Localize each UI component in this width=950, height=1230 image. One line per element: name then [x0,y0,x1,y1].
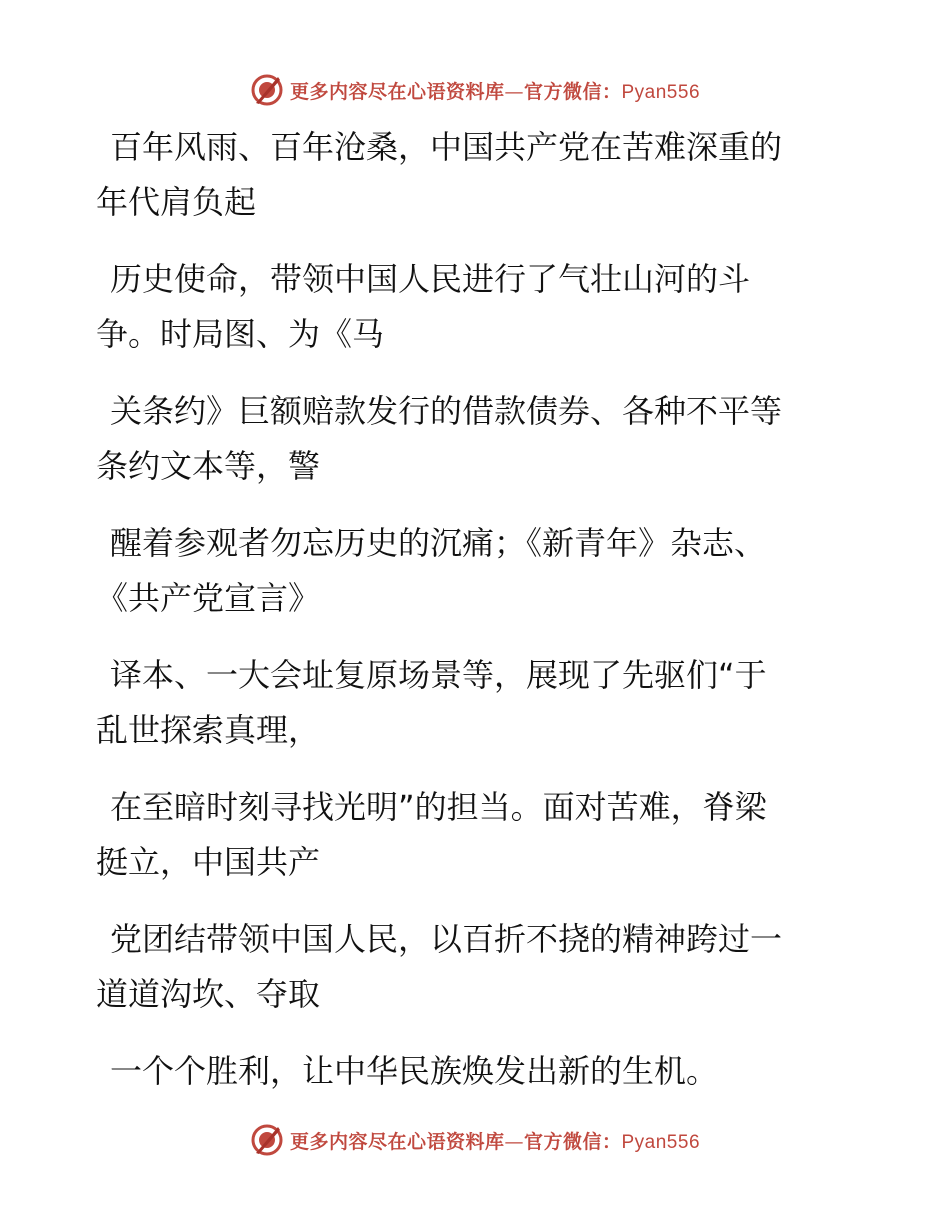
text-line: 一个个胜利，让中华民族焕发出新的生机。 [110,1052,719,1090]
text-line: 年代肩负起 [96,183,257,221]
text-line: 《共产党宣言》 [96,579,321,617]
paragraph-7 [96,912,836,1022]
quill-logo-icon [250,73,284,107]
text-line: 在至暗时刻寻找光明”的担当。面对苦难，脊梁 [110,788,767,826]
text-line: 挺立，中国共产 [96,843,321,881]
text-line: 醒着参观者勿忘历史的沉痛；《新青年》杂志、 [110,524,767,562]
watermark-text: 更多内容尽在心语资料库—官方微信：Pyan556 [289,1130,701,1153]
header-watermark [0,72,950,108]
paragraph-6 [96,780,836,890]
text-line: 关条约》巨额赔款发行的借款债券、各种不平等 [110,392,783,430]
text-line: 历史使命，带领中国人民进行了气壮山河的斗 [110,260,751,298]
text-line: 译本、一大会址复原场景等，展现了先驱们“于 [110,656,767,694]
paragraph-8 [96,1044,836,1099]
paragraph-5 [96,648,836,758]
paragraph-4 [96,516,836,626]
text-line: 道道沟坎、夺取 [96,975,321,1013]
text-line: 百年风雨、百年沧桑，中国共产党在苦难深重的 [110,128,783,166]
footer-watermark [0,1122,950,1158]
text-line: 党团结带领中国人民，以百折不挠的精神跨过一 [110,920,783,958]
paragraph-1 [96,120,836,230]
paragraph-2 [96,252,836,362]
text-line: 争。时局图、为《马 [96,315,385,353]
text-line: 乱世探索真理， [96,711,321,749]
text-line: 条约文本等，警 [96,447,321,485]
quill-logo-icon [250,1123,284,1157]
watermark-text: 更多内容尽在心语资料库—官方微信：Pyan556 [289,80,701,103]
paragraph-3 [96,384,836,494]
document-body [96,120,836,1121]
